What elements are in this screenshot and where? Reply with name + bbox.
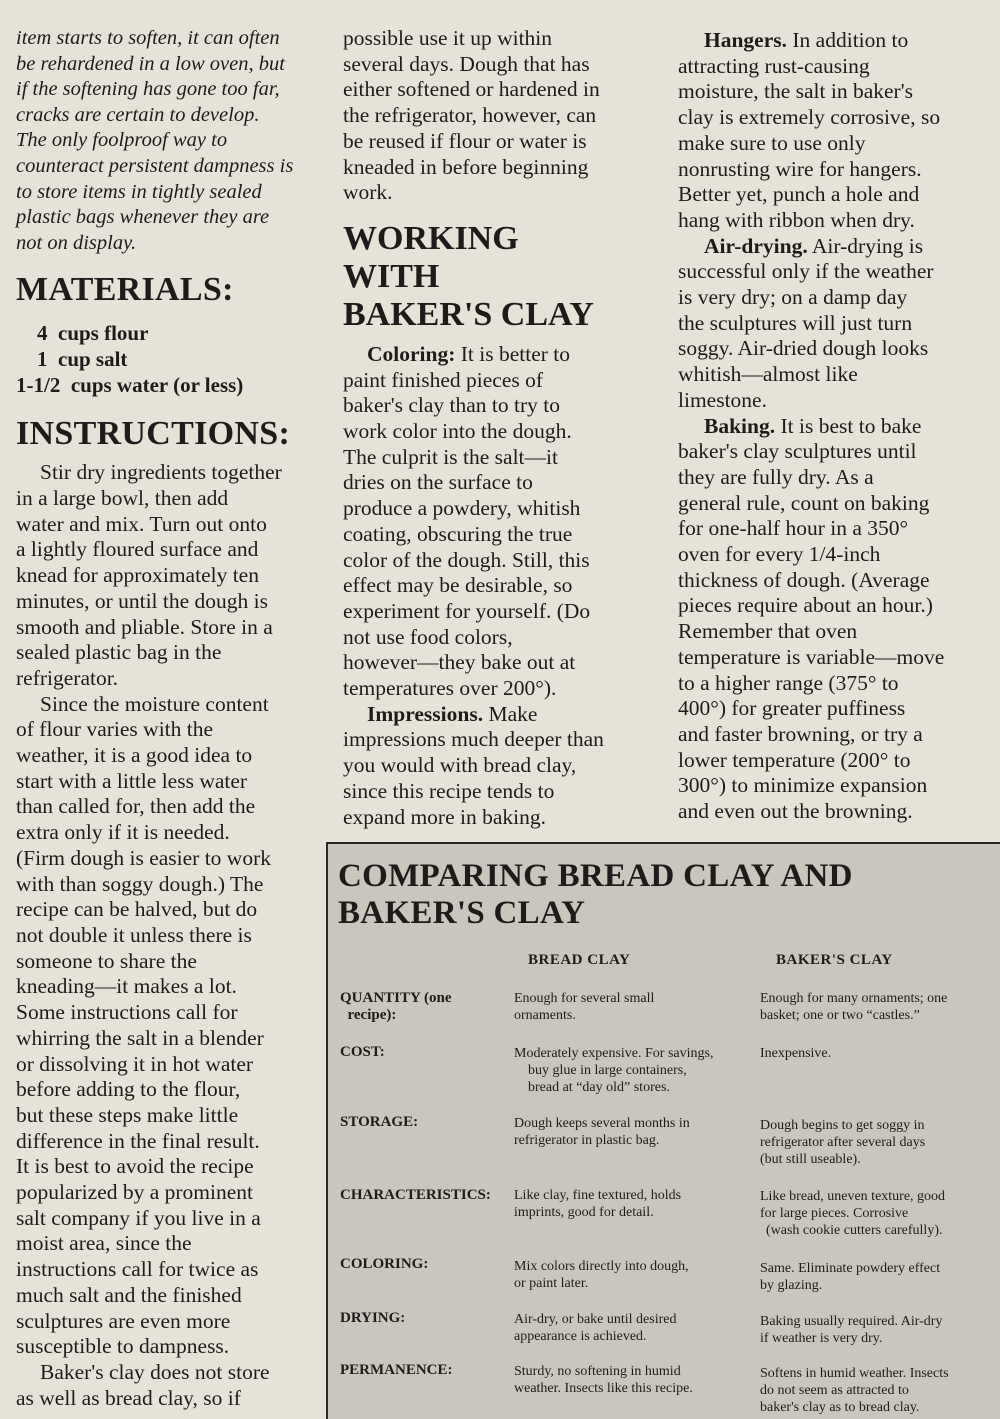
text-line: extra only if it is needed. bbox=[16, 820, 230, 845]
text-fragment: Air-drying is bbox=[807, 233, 924, 258]
text-line: minutes, or until the dough is bbox=[16, 588, 269, 613]
row-label-characteristics bbox=[340, 1187, 510, 1204]
cell-line: Mix colors directly into dough, bbox=[514, 1259, 689, 1274]
baking-title: Baking. bbox=[704, 413, 776, 438]
cell-line: baker's clay as to bread clay. bbox=[760, 1400, 920, 1415]
text-line: of flour varies with the bbox=[16, 717, 214, 742]
heading-line: WORKING bbox=[343, 219, 519, 257]
text-line: cracks are certain to develop. bbox=[16, 103, 260, 126]
text-line: as well as bread clay, so if bbox=[16, 1385, 241, 1410]
text-line: with than soggy dough.) The bbox=[16, 871, 264, 896]
text-line: The culprit is the salt—it bbox=[343, 444, 558, 469]
title-line: BAKER'S CLAY bbox=[338, 895, 586, 931]
text-line: (Firm dough is easier to work bbox=[16, 845, 271, 870]
cell-line: Air-dry, or bake until desired bbox=[514, 1312, 677, 1327]
text-line: water and mix. Turn out onto bbox=[16, 511, 267, 536]
heading-line: WITH bbox=[343, 257, 440, 295]
text-line: the sculptures will just turn bbox=[678, 310, 913, 335]
text-line: produce a powdery, whitish bbox=[343, 496, 581, 521]
cell-line: imprints, good for detail. bbox=[514, 1205, 654, 1220]
text-line bbox=[678, 414, 978, 440]
row-label-coloring bbox=[340, 1256, 510, 1273]
cell-bread-cost bbox=[514, 1045, 754, 1096]
cell-line: Softens in humid weather. Insects bbox=[760, 1366, 949, 1381]
instructions-para-2 bbox=[16, 692, 318, 1360]
text-line: for one-half hour in a 350° bbox=[678, 516, 909, 541]
cell-line: by glazing. bbox=[760, 1278, 823, 1293]
text-line: much salt and the finished bbox=[16, 1282, 242, 1307]
text-line: knead for approximately ten bbox=[16, 563, 259, 588]
row-label-drying bbox=[340, 1310, 510, 1327]
coloring-section bbox=[343, 342, 653, 702]
text-line: It is best to avoid the recipe bbox=[16, 1154, 254, 1179]
text-line: coating, obscuring the true bbox=[343, 521, 573, 546]
comparison-title bbox=[338, 858, 853, 932]
cell-baker-characteristics bbox=[760, 1188, 998, 1239]
text-line: counteract persistent dampness is bbox=[16, 154, 294, 177]
text-line: general rule, count on baking bbox=[678, 490, 930, 515]
column-header-bread-clay: BREAD CLAY bbox=[528, 952, 631, 968]
hangers-title: Hangers. bbox=[704, 28, 788, 52]
cell-line: appearance is achieved. bbox=[514, 1329, 647, 1344]
text-fragment: It is better to bbox=[455, 341, 571, 366]
text-line: the refrigerator, however, can bbox=[343, 103, 597, 128]
airdry-title: Air-drying. bbox=[704, 233, 808, 258]
text-line: Since the moisture content bbox=[40, 691, 269, 716]
cell-line: ornaments. bbox=[514, 1008, 576, 1023]
text-line: salt company if you live in a bbox=[16, 1205, 261, 1230]
text-line: to a higher range (375° to bbox=[678, 670, 899, 695]
cell-line: if weather is very dry. bbox=[760, 1331, 883, 1346]
cell-line: Inexpensive. bbox=[760, 1046, 832, 1061]
cell-line: do not seem as attracted to bbox=[760, 1383, 909, 1398]
text-line: hang with ribbon when dry. bbox=[678, 207, 915, 232]
text-line: in a large bowl, then add bbox=[16, 486, 229, 511]
cell-line: Moderately expensive. For savings, bbox=[514, 1046, 714, 1061]
text-line: kneading—it makes a lot. bbox=[16, 974, 237, 999]
text-line: moist area, since the bbox=[16, 1231, 192, 1256]
column-2 bbox=[343, 26, 653, 830]
text-line: whitish—almost like bbox=[678, 362, 858, 387]
text-line bbox=[343, 342, 653, 368]
row-label-storage bbox=[340, 1114, 510, 1131]
text-line: kneaded in before beginning bbox=[343, 154, 589, 179]
text-line: you would with bread clay, bbox=[343, 753, 577, 778]
text-line: difference in the final result. bbox=[16, 1128, 260, 1153]
text-line: Better yet, punch a hole and bbox=[678, 182, 920, 207]
impressions-title: Impressions. bbox=[367, 701, 484, 726]
text-line: nonrusting wire for hangers. bbox=[678, 156, 922, 181]
cell-line: Dough keeps several months in bbox=[514, 1116, 690, 1131]
cell-line: Enough for many ornaments; one bbox=[760, 991, 948, 1006]
materials-list bbox=[16, 320, 318, 398]
text-line: either softened or hardened in bbox=[343, 77, 600, 102]
text-line: temperature is variable—move bbox=[678, 644, 945, 669]
label-line: QUANTITY (one bbox=[340, 990, 452, 1006]
cell-baker-cost bbox=[760, 1045, 998, 1062]
cell-baker-coloring bbox=[760, 1260, 998, 1294]
intro-italic bbox=[16, 26, 318, 256]
text-line: to store items in tightly sealed bbox=[16, 180, 262, 203]
instructions-heading: INSTRUCTIONS: bbox=[16, 415, 291, 453]
text-line: paint finished pieces of bbox=[343, 367, 544, 392]
text-line: lower temperature (200° to bbox=[678, 747, 911, 772]
cell-line: refrigerator in plastic bag. bbox=[514, 1133, 660, 1148]
text-line: experiment for yourself. (Do bbox=[343, 598, 591, 623]
cell-line: Enough for several small bbox=[514, 991, 655, 1006]
material-item: 1-1/2 cups water (or less) bbox=[16, 373, 244, 398]
text-line: impressions much deeper than bbox=[343, 727, 604, 752]
text-fragment: Make bbox=[483, 701, 538, 726]
text-line: work. bbox=[343, 180, 393, 205]
text-line: since this recipe tends to bbox=[343, 778, 555, 803]
cell-bread-coloring bbox=[514, 1258, 754, 1292]
text-line: baker's clay than to try to bbox=[343, 393, 561, 418]
text-line: sculptures are even more bbox=[16, 1308, 231, 1333]
text-line: successful only if the weather bbox=[678, 259, 934, 284]
text-line: color of the dough. Still, this bbox=[343, 547, 590, 572]
text-line: Stir dry ingredients together bbox=[40, 460, 282, 485]
text-line: a lightly floured surface and bbox=[16, 537, 259, 562]
text-line: popularized by a prominent bbox=[16, 1180, 254, 1205]
text-line: temperatures over 200°). bbox=[343, 676, 557, 701]
text-line: not use food colors, bbox=[343, 624, 513, 649]
text-line: soggy. Air-dried dough looks bbox=[678, 336, 929, 361]
column-header-bakers-clay: BAKER'S CLAY bbox=[776, 952, 893, 968]
instructions-para-1 bbox=[16, 460, 318, 691]
cell-line: Same. Eliminate powdery effect bbox=[760, 1261, 941, 1276]
text-line bbox=[678, 234, 978, 260]
text-line: attracting rust-causing bbox=[678, 53, 870, 78]
cell-baker-drying bbox=[760, 1313, 998, 1347]
label-line: COST: bbox=[340, 1044, 385, 1060]
text-line: refrigerator. bbox=[16, 665, 119, 690]
text-line: limestone. bbox=[678, 387, 767, 412]
text-line: start with a little less water bbox=[16, 768, 248, 793]
cell-line: Baking usually required. Air-dry bbox=[760, 1314, 943, 1329]
text-line: susceptible to dampness. bbox=[16, 1334, 230, 1359]
text-line: not double it unless there is bbox=[16, 923, 252, 947]
text-line: Baker's clay does not store bbox=[40, 1359, 270, 1384]
cell-bread-quantity bbox=[514, 990, 754, 1024]
cell-line: Sturdy, no softening in humid bbox=[514, 1364, 681, 1379]
text-line bbox=[678, 28, 978, 54]
row-label-permanence bbox=[340, 1362, 510, 1379]
cell-line: (but still useable). bbox=[760, 1152, 861, 1167]
label-line: STORAGE: bbox=[340, 1114, 419, 1130]
cell-line: weather. Insects like this recipe. bbox=[514, 1381, 693, 1396]
text-line: before adding to the flour, bbox=[16, 1077, 241, 1102]
text-line: recipe can be halved, but do bbox=[16, 897, 258, 922]
label-line: CHARACTERISTICS: bbox=[340, 1187, 491, 1203]
text-line bbox=[343, 702, 653, 728]
row-label-cost bbox=[340, 1044, 510, 1061]
material-item: 1 cup salt bbox=[16, 347, 128, 372]
text-line: dries on the surface to bbox=[343, 470, 533, 495]
text-line: be reused if flour or water is bbox=[343, 128, 587, 153]
hangers-section bbox=[678, 28, 978, 234]
text-line: 400°) for greater puffiness bbox=[678, 696, 906, 721]
text-line: oven for every 1/4-inch bbox=[678, 542, 881, 567]
text-line: The only foolproof way to bbox=[16, 129, 228, 152]
label-line: DRYING: bbox=[340, 1310, 406, 1326]
text-line: expand more in baking. bbox=[343, 804, 547, 829]
text-line: Some instructions call for bbox=[16, 1000, 238, 1025]
text-fragment: In addition to bbox=[787, 28, 909, 52]
cell-line: for large pieces. Corrosive bbox=[760, 1206, 909, 1221]
text-line: be rehardened in a low oven, but bbox=[16, 52, 285, 75]
cell-bread-characteristics bbox=[514, 1187, 754, 1221]
label-line: COLORING: bbox=[340, 1256, 429, 1272]
cell-line: (wash cookie cutters carefully). bbox=[766, 1223, 943, 1238]
cell-line: Like bread, uneven texture, good bbox=[760, 1189, 946, 1204]
title-line: COMPARING BREAD CLAY AND bbox=[338, 858, 853, 894]
text-line: work color into the dough. bbox=[343, 419, 572, 444]
text-line: effect may be desirable, so bbox=[343, 573, 573, 598]
working-heading bbox=[343, 220, 653, 334]
text-line: make sure to use only bbox=[678, 130, 866, 155]
text-line: 300°) to minimize expansion bbox=[678, 773, 928, 798]
cell-line: bread at “day old” stores. bbox=[528, 1080, 670, 1095]
material-item: 4 cups flour bbox=[16, 321, 149, 346]
comparison-box bbox=[326, 842, 1000, 1419]
cell-baker-quantity bbox=[760, 990, 998, 1024]
text-line: they are fully dry. As a bbox=[678, 464, 874, 489]
cell-line: refrigerator after several days bbox=[760, 1135, 926, 1150]
text-line: or dissolving it in hot water bbox=[16, 1051, 254, 1076]
text-line: Remember that oven bbox=[678, 619, 858, 644]
text-line: weather, it is a good idea to bbox=[16, 743, 253, 768]
text-line: and faster browning, or try a bbox=[678, 721, 923, 746]
cell-baker-storage bbox=[760, 1117, 998, 1168]
text-line: whirring the salt in a blender bbox=[16, 1025, 264, 1050]
text-line: smooth and pliable. Store in a bbox=[16, 614, 273, 639]
text-line: clay is extremely corrosive, so bbox=[678, 105, 941, 130]
text-line: plastic bags whenever they are bbox=[16, 206, 270, 229]
label-line: PERMANENCE: bbox=[340, 1362, 453, 1378]
text-line: several days. Dough that has bbox=[343, 51, 590, 76]
text-line: and even out the browning. bbox=[678, 799, 913, 824]
cell-line: basket; one or two “castles.” bbox=[760, 1008, 920, 1023]
coloring-title: Coloring: bbox=[367, 341, 456, 366]
materials-heading: MATERIALS: bbox=[16, 271, 234, 309]
baking-section bbox=[678, 414, 978, 825]
cell-bread-drying bbox=[514, 1311, 754, 1345]
row-label-quantity bbox=[340, 990, 510, 1024]
cell-line: Dough begins to get soggy in bbox=[760, 1118, 925, 1133]
cell-baker-permanence bbox=[760, 1365, 998, 1416]
airdry-section bbox=[678, 234, 978, 414]
cell-line: buy glue in large containers, bbox=[528, 1063, 687, 1078]
cell-line: or paint later. bbox=[514, 1276, 589, 1291]
text-line: pieces require about an hour.) bbox=[678, 593, 933, 618]
column-3 bbox=[678, 28, 978, 825]
text-line: instructions call for twice as bbox=[16, 1257, 259, 1282]
text-line: is very dry; on a damp day bbox=[678, 285, 908, 310]
cell-line: Like clay, fine textured, holds bbox=[514, 1188, 682, 1203]
text-line: baker's clay sculptures until bbox=[678, 439, 917, 464]
storage-continued bbox=[343, 26, 653, 206]
text-line: someone to share the bbox=[16, 948, 197, 973]
text-fragment: It is best to bake bbox=[775, 413, 922, 438]
text-line: item starts to soften, it can often bbox=[16, 27, 280, 49]
cell-bread-storage bbox=[514, 1115, 754, 1149]
text-line: however—they bake out at bbox=[343, 650, 576, 675]
text-line: than called for, then add the bbox=[16, 794, 256, 819]
instructions-para-3 bbox=[16, 1360, 318, 1411]
text-line: sealed plastic bag in the bbox=[16, 640, 222, 665]
heading-line: BAKER'S CLAY bbox=[343, 295, 594, 333]
text-line: moisture, the salt in baker's bbox=[678, 79, 913, 104]
column-1 bbox=[16, 26, 318, 1411]
text-line: possible use it up within bbox=[343, 26, 553, 50]
text-line: but these steps make little bbox=[16, 1102, 239, 1127]
cell-bread-permanence bbox=[514, 1363, 754, 1397]
label-line: recipe): bbox=[340, 1007, 397, 1023]
text-line: thickness of dough. (Average bbox=[678, 567, 930, 592]
text-line: if the softening has gone too far, bbox=[16, 78, 280, 101]
impressions-section bbox=[343, 702, 653, 831]
text-line: not on display. bbox=[16, 231, 137, 254]
